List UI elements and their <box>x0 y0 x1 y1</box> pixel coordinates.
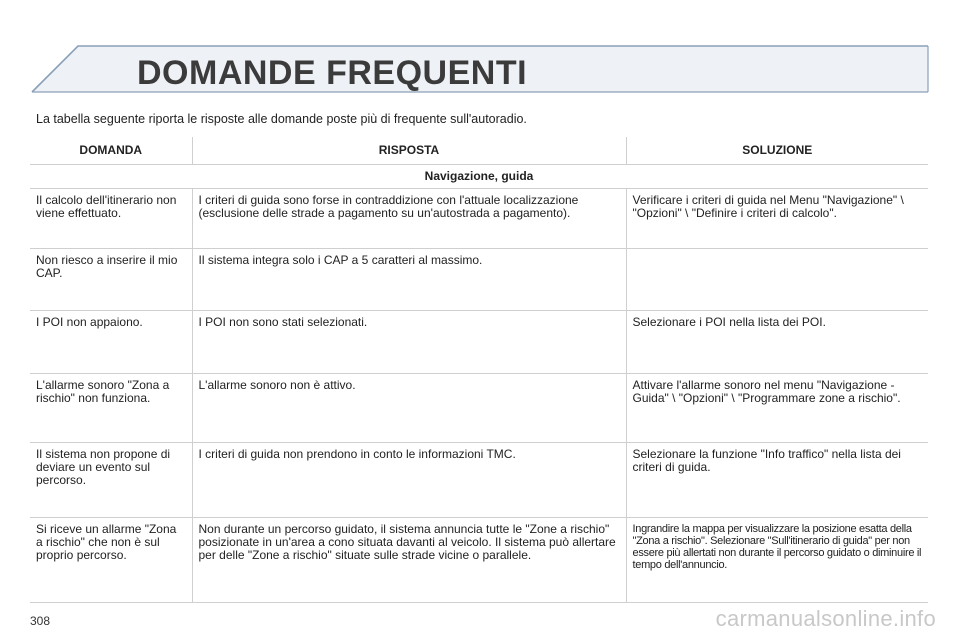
column-header-soluzione: SOLUZIONE <box>626 137 928 165</box>
page-header <box>0 0 960 108</box>
cell-risposta: L'allarme sonoro non è attivo. <box>192 374 626 443</box>
cell-soluzione: Attivare l'allarme sonoro nel menu "Navigazione - Guida" \ "Opzioni" \ "Programmare zone a rischio". <box>626 374 928 443</box>
intro-text: La tabella seguente riporta le risposte alle domande poste più di frequente sull'autoradio. <box>36 112 527 126</box>
column-header-risposta: RISPOSTA <box>192 137 626 165</box>
cell-domanda: Si riceve un allarme "Zona a rischio" che non è sul proprio percorso. <box>30 518 192 603</box>
cell-soluzione: Verificare i criteri di guida nel Menu "Navigazione" \ "Opzioni" \ "Definire i criteri di calcolo". <box>626 189 928 249</box>
cell-soluzione: Ingrandire la mappa per visualizzare la posizione esatta della "Zona a rischio". Selezionare "Sull'itinerario di guida" per non essere più allertati non durante il percorso guidato o diminuire il tempo dell'annuncio. <box>626 518 928 603</box>
table-header-row <box>30 137 928 165</box>
table-group-row <box>30 165 928 189</box>
group-label: Navigazione, guida <box>30 165 928 189</box>
cell-domanda: I POI non appaiono. <box>30 311 192 374</box>
cell-soluzione: Selezionare i POI nella lista dei POI. <box>626 311 928 374</box>
cell-risposta: Non durante un percorso guidato, il sistema annuncia tutte le "Zone a rischio" posizionate in un'area a cono situata davanti al veicolo. Il sistema può allertare per delle "Zone a rischio" situate sulle strade vicine o parallele. <box>192 518 626 603</box>
table-row <box>30 189 928 249</box>
cell-soluzione: Selezionare la funzione "Info traffico" nella lista dei criteri di guida. <box>626 443 928 518</box>
table-row <box>30 443 928 518</box>
page-number: 308 <box>30 614 51 628</box>
cell-domanda: L'allarme sonoro "Zona a rischio" non funziona. <box>30 374 192 443</box>
column-header-domanda: DOMANDA <box>30 137 192 165</box>
cell-soluzione <box>626 249 928 311</box>
table-row <box>30 374 928 443</box>
cell-domanda: Il calcolo dell'itinerario non viene effettuato. <box>30 189 192 249</box>
cell-risposta: Il sistema integra solo i CAP a 5 caratteri al massimo. <box>192 249 626 311</box>
cell-domanda: Non riesco a inserire il mio CAP. <box>30 249 192 311</box>
cell-risposta: I POI non sono stati selezionati. <box>192 311 626 374</box>
table-row <box>30 311 928 374</box>
watermark: carmanualsonline.info <box>715 606 936 631</box>
table-row <box>30 518 928 603</box>
cell-risposta: I criteri di guida sono forse in contraddizione con l'attuale localizzazione (esclusione delle strade a pagamento su un'autostrada a pagamento). <box>192 189 626 249</box>
faq-table <box>30 137 928 603</box>
page-title: DOMANDE FREQUENTI <box>137 54 528 92</box>
table-row <box>30 249 928 311</box>
cell-domanda: Il sistema non propone di deviare un evento sul percorso. <box>30 443 192 518</box>
cell-risposta: I criteri di guida non prendono in conto le informazioni TMC. <box>192 443 626 518</box>
